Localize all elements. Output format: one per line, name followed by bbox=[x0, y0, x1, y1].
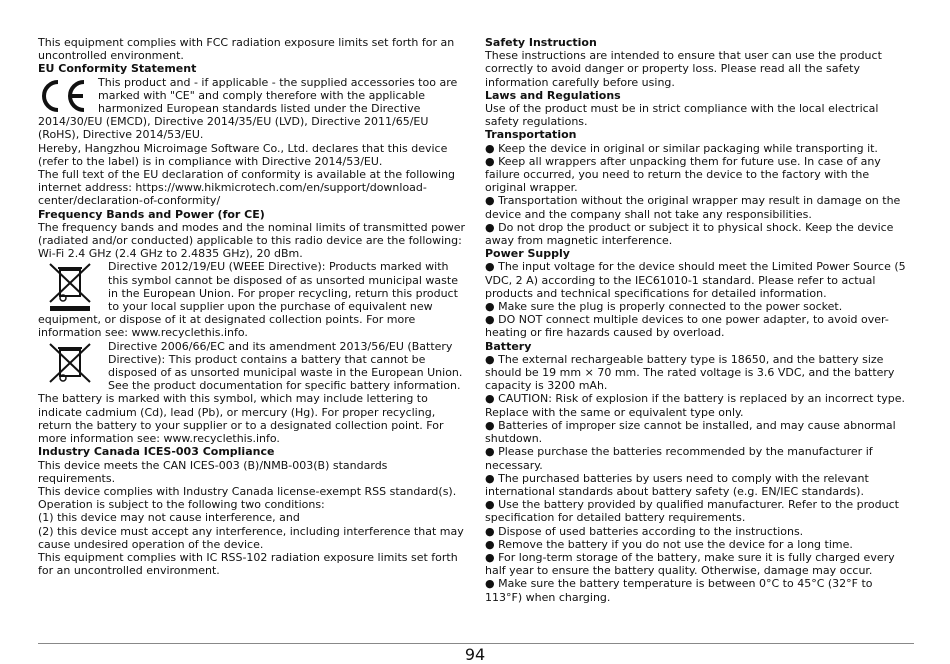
ic-line: This device meets the CAN ICES-003 (B)/NMB-003(B) standards requirements. bbox=[38, 458, 388, 485]
transportation-item: ● Do not drop the product or subject it to physical shock. Keep the device away from magnetic interference. bbox=[485, 220, 894, 248]
frequency-bands-heading: Frequency Bands and Power (for CE) bbox=[38, 207, 265, 221]
safety-instruction-heading: Safety Instruction bbox=[485, 36, 597, 49]
crossed-out-battery-bin-icon bbox=[42, 342, 98, 386]
battery-heading: Battery bbox=[485, 339, 532, 353]
battery-item: ● The purchased batteries by users need to comply with the relevant international standards about battery safety (e.g. EN/IEC standards). bbox=[485, 471, 869, 498]
crossed-out-wheelie-bin-icon bbox=[42, 262, 98, 312]
battery-item: ● The external rechargeable battery type is 18650, and the battery size should be 19 mm × 70 mm. The rated voltage is 3.6 VDC, and the battery capacity is 3200 mAh. bbox=[485, 352, 895, 393]
power-supply-item: ● The input voltage for the device should meet the Limited Power Source (5 VDC, 2 A) according to the IEC61010-1 standard. Please refer to actual products and technical specifications for detailed information. bbox=[485, 260, 906, 300]
battery-item: ● Please purchase the batteries recommended by the manufacturer if necessary. bbox=[485, 445, 873, 472]
page-number: 94 bbox=[464, 645, 486, 664]
power-supply-item: ● DO NOT connect multiple devices to one power adapter, to avoid over-heating or fire hazards caused by overload. bbox=[485, 313, 889, 340]
battery-item: ● Batteries of improper size cannot be installed, and may cause abnormal shutdown. bbox=[485, 418, 896, 446]
ce-mark-icon bbox=[38, 78, 92, 114]
battery-item: ● Dispose of used batteries according to the instructions. bbox=[485, 524, 804, 538]
fcc-exposure-text: This equipment complies with FCC radiation exposure limits set forth for an uncontrolled environment. bbox=[38, 36, 455, 63]
battery-directive-text: Directive 2006/66/EC and its amendment 2013/56/EU (Battery Directive): This product contains a battery that cannot be disposed of as unsorted municipal waste in the European Union. See the product documentation for specific battery information. The battery is marked with this symbol, which may include lettering to indicate cadmium (Cd), lead (Pb), or mercury (Hg). For proper recycling, return the battery to your supplier or to a designated collection point. For more information see: www.recyclethis.info. bbox=[38, 339, 463, 446]
weee-directive-text: Directive 2012/19/EU (WEEE Directive): Products marked with this symbol cannot be disposed of as unsorted municipal waste in the European Union. For proper recycling, return this product to your local supplier upon the purchase of equivalent new equipment, or dispose of it at designated collection points. For more information see: www.recyclethis.info. bbox=[38, 260, 458, 340]
power-supply-heading: Power Supply bbox=[485, 247, 570, 261]
hereby-declaration-text: Hereby, Hangzhou Microimage Software Co., Ltd. declares that this device (refer to the label) is in compliance with Directive 2014/53/EU. bbox=[38, 141, 448, 168]
ic-line: This device complies with Industry Canada license-exempt RSS standard(s). Operation is subject to the following two conditions: bbox=[38, 484, 457, 512]
ic-line: (1) this device may not cause interference, and bbox=[38, 511, 300, 525]
transportation-heading: Transportation bbox=[485, 128, 577, 142]
weee-block bbox=[38, 260, 466, 339]
left-column bbox=[38, 36, 466, 577]
ce-statement-text: This product and - if applicable - the supplied accessories too are marked with "CE" and comply therefore with the applicable harmonized European standards listed under the Directive 2014/30/EU (EMCD), Directive 2014/35/EU (LVD), Directive 2011/65/EU (RoHS), Directive 2014/53/EU. bbox=[38, 75, 458, 142]
laws-regulations-text: Use of the product must be in strict compliance with the local electrical safety regulations. bbox=[485, 102, 879, 129]
ce-block bbox=[38, 76, 466, 142]
full-declaration-text: The full text of the EU declaration of conformity is available at the following internet address: https://www.hikmicrotech.com/en/support/download-center/declaration-of-conformity/ bbox=[38, 168, 456, 208]
transportation-item: ● Transportation without the original wrapper may result in damage on the device and the company shall not take any responsibilities. bbox=[485, 194, 901, 221]
battery-item: ● For long-term storage of the battery, make sure it is fully charged every half year to ensure the battery quality. Otherwise, damage may occur. bbox=[485, 550, 895, 578]
ic-line: (2) this device must accept any interference, including interference that may cause undesired operation of the device. bbox=[38, 524, 464, 551]
battery-item: ● Remove the battery if you do not use the device for a long time. bbox=[485, 537, 853, 551]
battery-item: ● CAUTION: Risk of explosion if the battery is replaced by an incorrect type. Replace with the same or equivalent type only. bbox=[485, 392, 905, 419]
safety-instruction-text: These instructions are intended to ensure that user can use the product correctly to avoid danger or property loss. Please read all the safety information carefully before using. bbox=[485, 49, 882, 89]
frequency-bands-text: The frequency bands and modes and the nominal limits of transmitted power (radiated and/or conducted) applicable to this radio device are the following: Wi-Fi 2.4 GHz (2.4 GHz to 2.4835 GHz), 20 dBm. bbox=[38, 220, 466, 261]
ic-line: This equipment complies with IC RSS-102 radiation exposure limits set forth for an uncontrolled environment. bbox=[38, 550, 458, 578]
industry-canada-heading: Industry Canada ICES-003 Compliance bbox=[38, 445, 275, 459]
footer-divider bbox=[38, 643, 914, 644]
transportation-item: ● Keep all wrappers after unpacking them for future use. In case of any failure occurred, you need to return the device to the factory with the original wrapper. bbox=[485, 154, 881, 195]
laws-regulations-heading: Laws and Regulations bbox=[485, 88, 621, 102]
battery-item: ● Make sure the battery temperature is between 0°C to 45°C (32°F to 113°F) when charging. bbox=[485, 577, 873, 604]
battery-directive-block bbox=[38, 340, 466, 446]
eu-conformity-heading: EU Conformity Statement bbox=[38, 62, 197, 76]
power-supply-item: ● Make sure the plug is properly connected to the power socket. bbox=[485, 300, 843, 314]
right-column bbox=[485, 36, 913, 604]
battery-item: ● Use the battery provided by qualified manufacturer. Refer to the product specification for detailed battery requirements. bbox=[485, 498, 899, 525]
transportation-item: ● Keep the device in original or similar packaging while transporting it. bbox=[485, 141, 878, 155]
